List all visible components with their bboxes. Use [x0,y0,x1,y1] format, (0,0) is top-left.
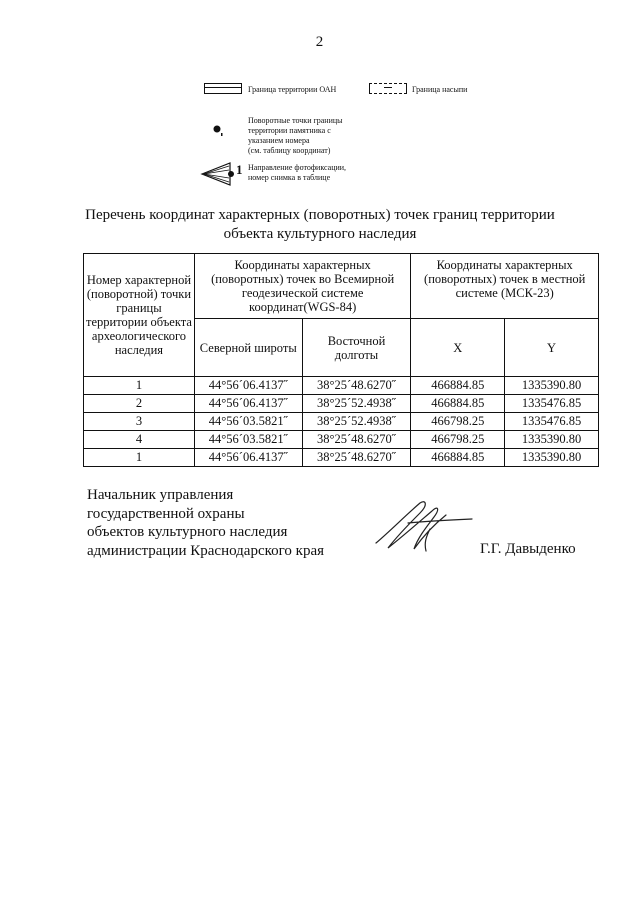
table-cell-y: 1335476.85 [505,413,599,431]
photo-direction-label: Направление фотофиксации, номер снимка в таблице [248,163,347,182]
mound-boundary-symbol [369,83,407,94]
signatory-position: Начальник управления государственной охраны объектов культурного наследия администрации Краснодарского края [87,487,325,559]
page-number: 2 [315,34,324,50]
coordinates-table-body [84,377,599,467]
table-cell-lat: 44°56´06.4137˝ [194,449,302,467]
table-cell-lat: 44°56´03.5821˝ [194,413,302,431]
table-cell-lon: 38°25´48.6270˝ [302,431,411,449]
table-cell-y: 1335390.80 [505,449,599,467]
table-row [84,431,599,449]
header-y: Y [505,319,599,377]
table-cell-x: 466884.85 [411,449,505,467]
header-wgs-coordinates: Координаты характерных (поворотных) точек во Всемирной геодезической системе координат(WGS-84) [194,254,410,319]
table-row [84,395,599,413]
table-cell-x: 466884.85 [411,377,505,395]
table-row [84,377,599,395]
table-row [84,413,599,431]
table-cell-lat: 44°56´06.4137˝ [194,395,302,413]
header-msk-coordinates: Координаты характерных (поворотных) точек в местной системе (МСК-23) [411,254,599,319]
table-cell-x: 466884.85 [411,395,505,413]
header-x: X [411,319,505,377]
table-cell-n: 1 [84,377,195,395]
table-cell-x: 466798.25 [411,431,505,449]
mound-boundary-label: Граница насыпи [412,85,468,94]
header-east-longitude: Восточной долготы [302,319,411,377]
table-cell-n: 2 [84,395,195,413]
table-cell-n: 4 [84,431,195,449]
table-cell-y: 1335476.85 [505,395,599,413]
table-cell-lon: 38°25´48.6270˝ [302,377,411,395]
signatory-name: Г.Г. Давыденко [480,541,576,557]
table-cell-lon: 38°25´48.6270˝ [302,449,411,467]
table-cell-n: 1 [84,449,195,467]
handwritten-signature [368,493,478,555]
oan-boundary-label: Граница территории ОАН [248,85,337,94]
table-cell-lat: 44°56´06.4137˝ [194,377,302,395]
table-cell-lat: 44°56´03.5821˝ [194,431,302,449]
table-cell-n: 3 [84,413,195,431]
document-title: Перечень координат характерных (поворотных) точек границ территории объекта культурного наследия [85,207,555,242]
header-point-number: Номер характерной (поворотной) точки границы территории объекта археологического наследия [84,254,195,377]
turning-points-label: Поворотные точки границы территории памятника с указанием номера (см. таблицу координат) [248,116,343,155]
table-cell-lon: 38°25´52.4938˝ [302,395,411,413]
coordinates-table [83,253,599,467]
oan-boundary-symbol [204,83,242,94]
table-row [84,449,599,467]
header-north-latitude: Северной широты [194,319,302,377]
photo-number: 1 [236,162,243,177]
table-cell-y: 1335390.80 [505,377,599,395]
table-cell-x: 466798.25 [411,413,505,431]
turning-point-icon [212,124,226,138]
table-cell-y: 1335390.80 [505,431,599,449]
table-cell-lon: 38°25´52.4938˝ [302,413,411,431]
photo-direction-arrow-icon [200,160,240,188]
